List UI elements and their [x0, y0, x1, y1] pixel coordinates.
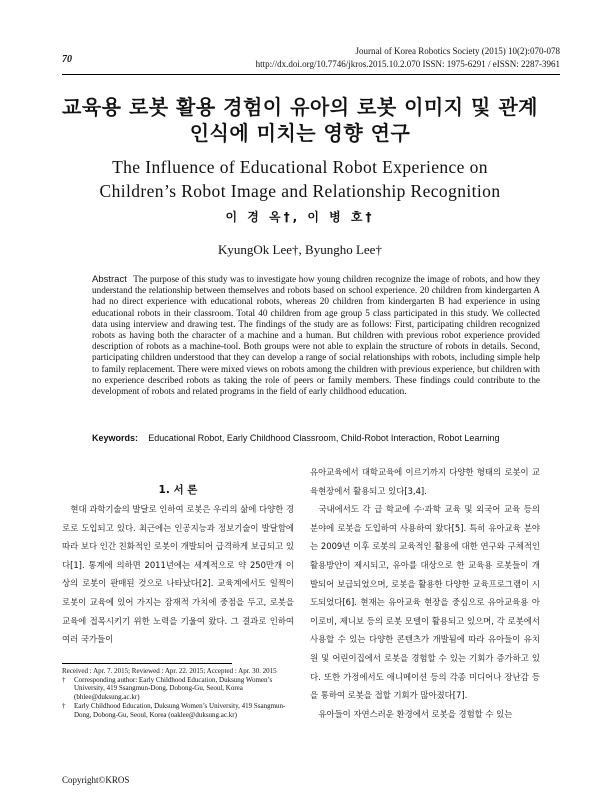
copyright: Copyright©KROS: [62, 775, 130, 785]
section-heading: 1. 서 론: [158, 484, 198, 496]
keywords-text: Educational Robot, Early Childhood Classroom, Child-Robot Interaction, Robot Learning: [148, 433, 500, 443]
paragraph: 유아교육에서 대학교육에 이르기까지 다양한 형태의 로봇이 교육현장에서 활용되고 있다[3,4].: [310, 467, 540, 496]
journal-header: [256, 45, 560, 71]
page-number: 70: [62, 54, 72, 65]
abstract: [92, 274, 540, 397]
abstract-text: The purpose of this study was to investigate how young children recognize the image of robots, and how they understand the relationship between themselves and robots based on school experience. 20 children from kindergarten A had no direct experience with educational robots, whereas 20 children from kindergarten B had experience in using educational robots in their classroom. Total 40 children from age group 5 class participated in this study. We collected data using interview and drawing test. The findings of the study are as follows: First, participating children recognized robots as having both the character of a machine and a human. But children with previous robot experience provided description of robots as a machine-tool. Both groups were not able to explain the structure of robots in details. Second, participating children understood that they can develop a range of social relationships with robots, including simple help to family replacement. There were mixed views on robots among the children with previous experience, but children with no experience described robots as taking the role of peers or family members. These findings could contribute to the development of robots and related programs in the field of early childhood education.: [92, 274, 540, 397]
footnotes: [62, 667, 294, 719]
left-column: [62, 482, 294, 649]
right-column: [310, 463, 540, 723]
footnote-item: [62, 676, 294, 702]
korean-title-line-2: 인식에 미치는 영향 연구: [189, 121, 411, 145]
english-authors: KyungOk Lee†, Byungho Lee†: [218, 242, 382, 257]
footnote-mark: †: [62, 675, 66, 684]
footnote-text: Early Childhood Education, Duksung Women’s University, 419 Ssangmun-Dong, Dobong-Gu, Seoul, Korea (oaklee@duksung.ac.kr): [74, 701, 286, 719]
journal-citation: Journal of Korea Robotics Society (2015) 10(2):070-078: [355, 46, 560, 56]
footnote-item: [62, 702, 294, 719]
header-rule: [62, 74, 560, 75]
korean-title-line-1: 교육용 로봇 활용 경험이 유아의 로봇 이미지 및 관계: [62, 95, 538, 119]
paragraph: 국내에서도 각 급 학교에 수·과학 교육 및 외국어 교육 등의 분야에 로봇을 도입하여 사용하여 왔다[5]. 특히 유아교육 분야는 2009년 이후 로봇의 교육적인 활용에 대한 연구와 구체적인 활용방안이 제시되고, 유아를 대상으로 한 교육용 로봇들이 개발되어 보급되었으며, 로봇을 활용한 다양한 교육프로그램이 시도되었다[6]. 현재는 유아교육 현장을 중심으로 유아교육용 아이로비, 제니보 등의 로봇 모델이 활용되고 있으며, 각 로봇에서 사용할 수 있는 다양한 콘텐츠가 개발됨에 따라 유아들이 유치원 및 어린이집에서 로봇을 경험할 수 있는 기회가 증가하고 있다. 또한 가정에서도 애니메이션 등의 각종 미디어나 장난감 등을 통하여 로봇을 접할 기회가 많아졌다[7].: [310, 504, 540, 701]
paragraph: 현대 과학기술의 발달로 인하여 로봇은 우리의 삶에 다양한 경로로 도입되고 있다. 최근에는 인공지능과 정보기술이 발달함에 따라 보다 인간 친화적인 로봇이 개발되어 급격하게 보급되고 있다[1]. 통계에 의하면 2011년에는 세계적으로 약 250만개 이상의 로봇이 판매된 것으로 나타났다[2]. 교육계에서도 일찍이 로봇이 교육에 있어 가지는 잠재적 가치에 중점을 두고, 로봇을 교육에 접목시키기 위한 노력을 기울여 왔다. 그 결과로 인하여 여러 국가들이: [62, 504, 294, 645]
english-title-line-2: Children’s Robot Image and Relationship Recognition: [99, 181, 501, 201]
english-title: [50, 155, 550, 203]
footnote-rule: [62, 663, 232, 664]
footnote-text: Corresponding author: Early Childhood Education, Duksung Women’s University, 419 Ssangmun-Dong, Dobong-Gu, Seoul, Korea (bhlee@duksung.ac.kr): [74, 675, 273, 702]
footnote-mark: †: [62, 701, 66, 710]
paragraph: 유아들이 자연스러운 환경에서 로봇을 경험할 수 있는: [318, 708, 513, 719]
korean-title: [50, 94, 550, 146]
received-dates: Received : Apr. 7. 2015; Reviewed : Apr. 22. 2015; Accepted : Apr. 30. 2015: [62, 667, 277, 675]
abstract-label: Abstract: [92, 274, 127, 285]
keywords-label: Keywords:: [92, 433, 139, 443]
keywords: [92, 433, 540, 443]
doi-issn: http://dx.doi.org/10.7746/jkros.2015.10.2.070 ISSN: 1975-6291 / eISSN: 2287-3961: [255, 59, 560, 69]
korean-authors: 이 경 옥†, 이 병 호†: [225, 210, 375, 224]
english-title-line-1: The Influence of Educational Robot Experience on: [112, 157, 488, 177]
